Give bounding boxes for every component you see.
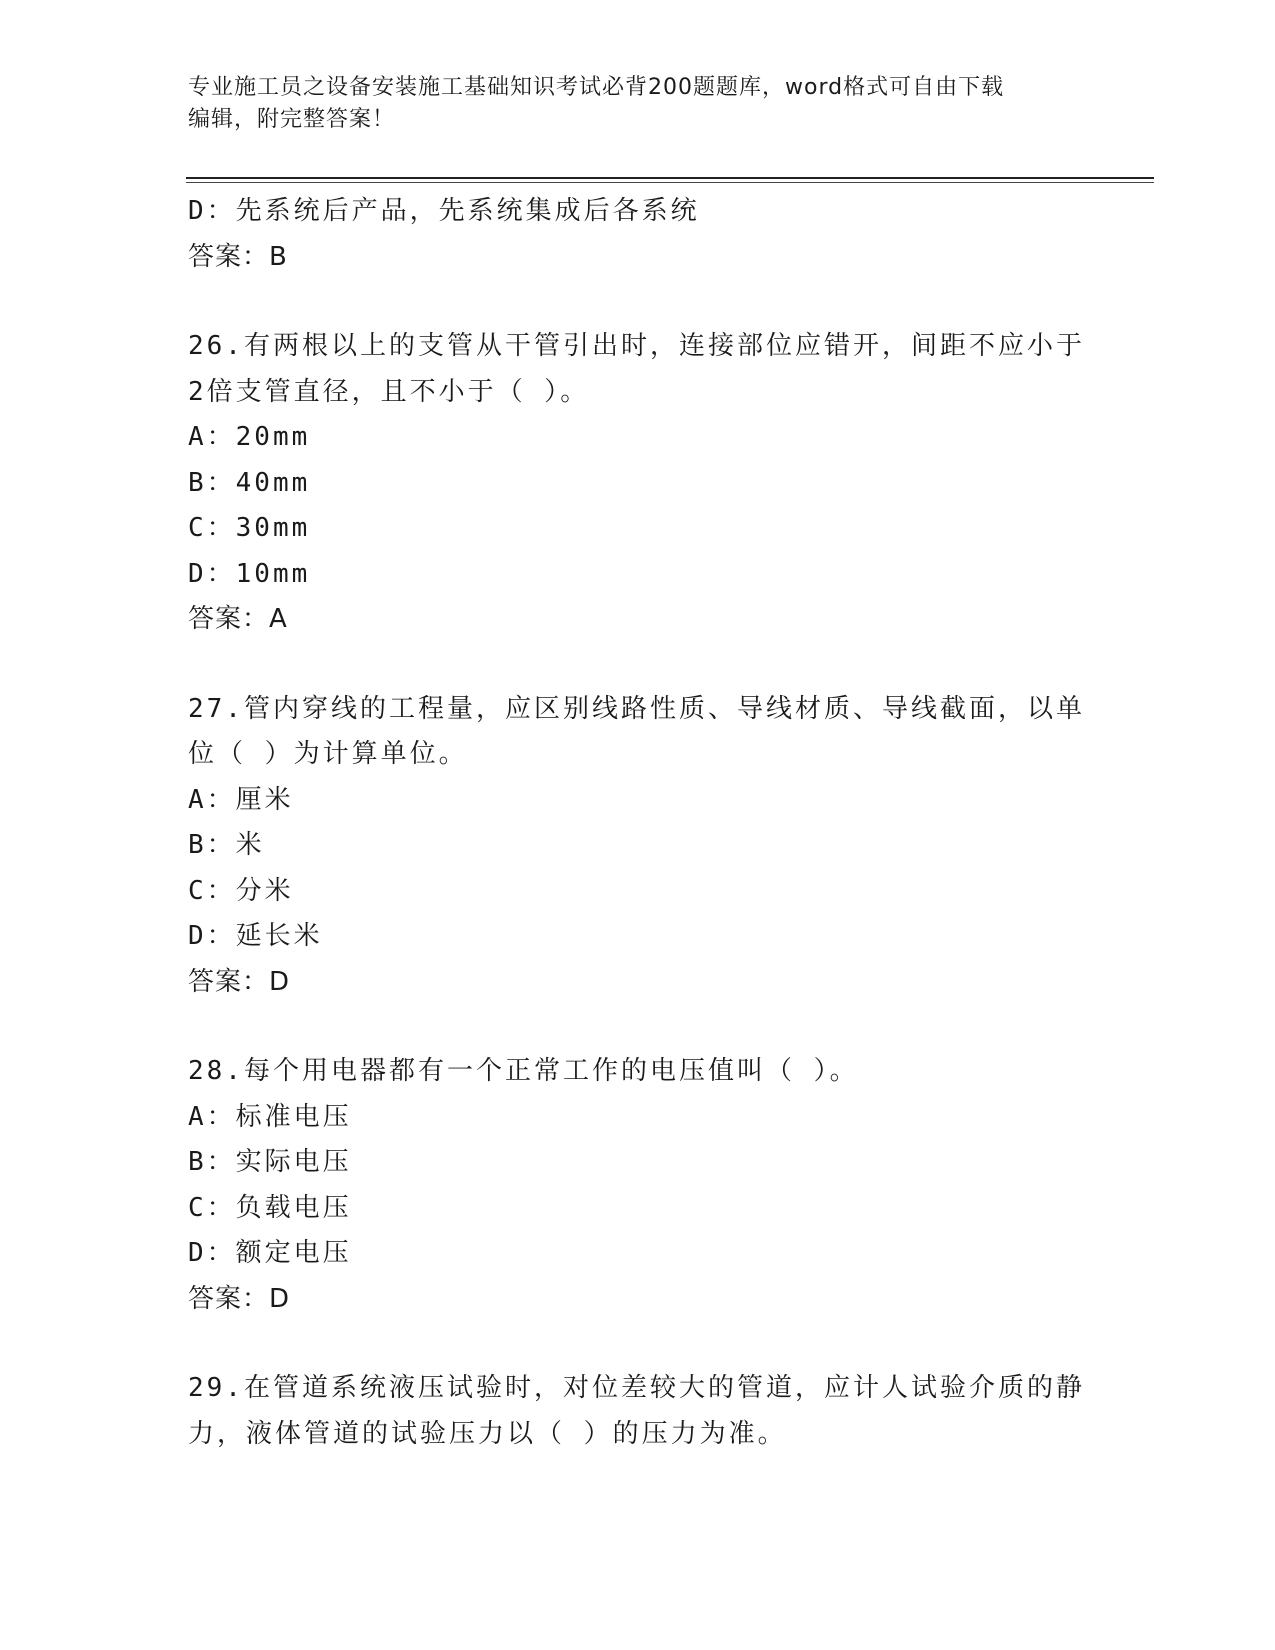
question-25-tail [188, 189, 1088, 280]
answer-line: 答案：A [188, 604, 288, 634]
question-28 [188, 1049, 1088, 1322]
question-text-line: 29.在管道系统液压试验时，对位差较大的管道，应计人试验介质的静 [188, 1373, 1085, 1403]
option-d: D：先系统后产品，先系统集成后各系统 [188, 196, 700, 226]
document-header [188, 72, 1068, 136]
answer-line: 答案：D [188, 1283, 291, 1314]
answer-line: 答案：D [188, 966, 291, 997]
question-27 [188, 687, 1088, 1006]
option-b: B：实际电压 [188, 1147, 352, 1177]
option-d: D：额定电压 [188, 1238, 352, 1268]
question-text-line: 2倍支管直径，且不小于（ ）。 [188, 376, 590, 407]
option-c: C：30mm [188, 513, 311, 543]
option-c: C：分米 [188, 875, 294, 906]
question-text-line: 27.管内穿线的工程量，应区别线路性质、导线材质、导线截面，以单 [188, 693, 1085, 724]
option-d: D：延长米 [188, 921, 323, 951]
question-text-line: 位（ ）为计算单位。 [188, 739, 468, 769]
header-title-line-2: 编辑，附完整答案！ [188, 107, 396, 132]
option-b: B：40mm [188, 467, 311, 498]
answer-line: 答案：B [188, 241, 288, 272]
document-body [188, 189, 1088, 1457]
header-divider-thick [186, 177, 1154, 179]
option-c: C：负载电压 [188, 1192, 352, 1223]
question-26 [188, 324, 1088, 643]
question-text-line: 力，液体管道的试验压力以（ ）的压力为准。 [188, 1418, 787, 1449]
option-a: A：厘米 [188, 784, 294, 815]
option-b: B：米 [188, 830, 265, 860]
question-29 [188, 1366, 1088, 1457]
option-d: D：10mm [188, 558, 311, 589]
header-title-line-1: 专业施工员之设备安装施工基础知识考试必背200题题库，word格式可自由下载 [188, 75, 1005, 100]
option-a: A：标准电压 [188, 1101, 352, 1132]
question-text-line: 26.有两根以上的支管从干管引出时，连接部位应错开，间距不应小于 [188, 331, 1085, 361]
question-text-line: 28.每个用电器都有一个正常工作的电压值叫（ ）。 [188, 1056, 859, 1086]
header-divider-thin [186, 182, 1154, 183]
option-a: A：20mm [188, 422, 311, 452]
